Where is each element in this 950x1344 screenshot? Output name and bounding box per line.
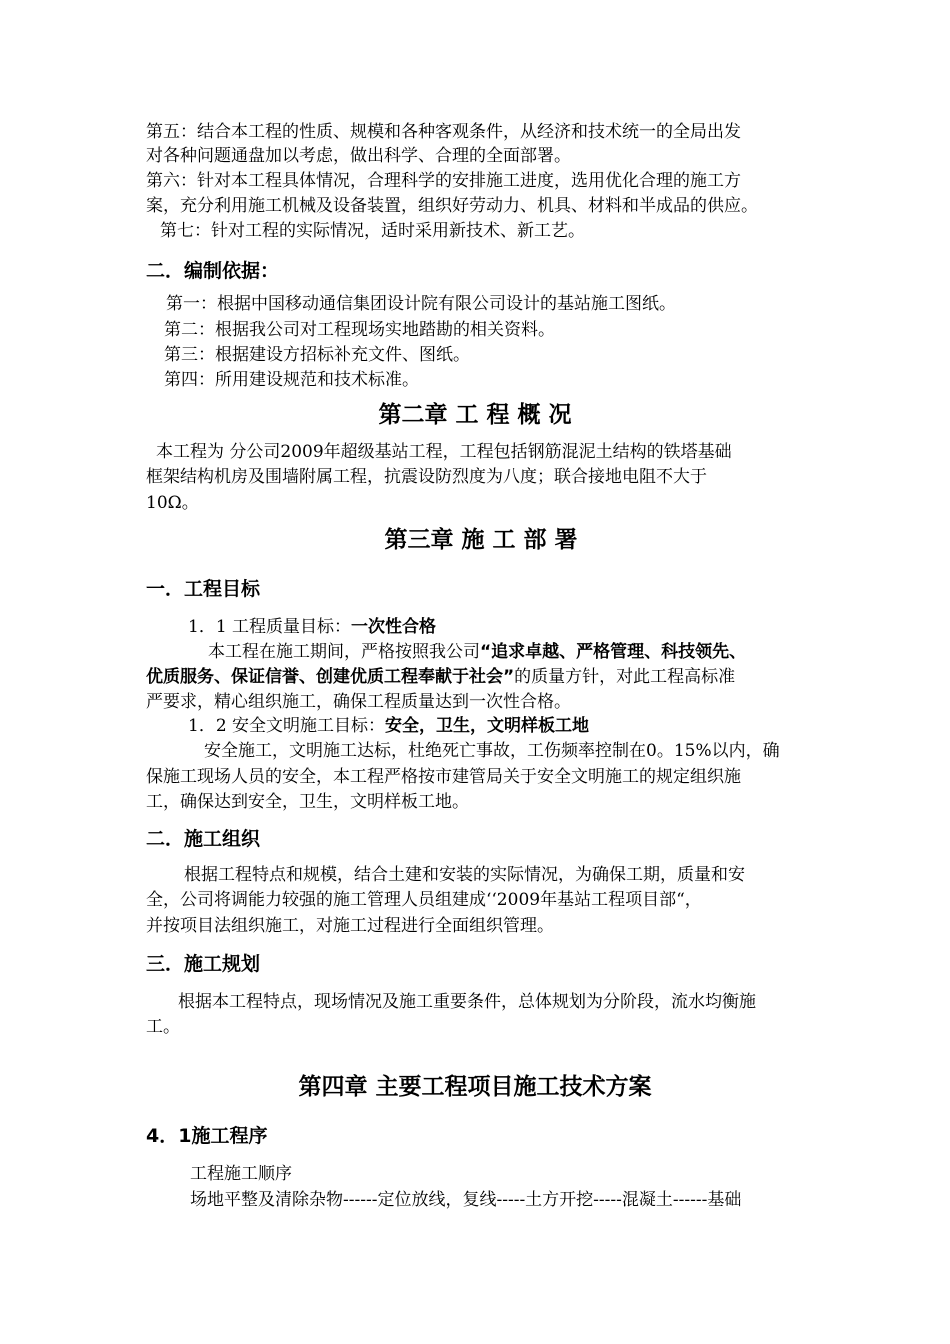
intro-item-6-line-2: 案，充分利用施工机械及设备装置，组织好劳动力、机具、材料和半成品的供应。: [146, 196, 758, 216]
safety-goal-label: 1．2 安全文明施工目标：: [188, 716, 386, 736]
basis-item-2: 第二：根据我公司对工程现场实地踏勘的相关资料。: [164, 320, 555, 340]
chapter-4-title: 第四章 主要工程项目施工技术方案: [298, 1073, 652, 1100]
organization-line-3: 并按项目法组织施工，对施工过程进行全面组织管理。: [146, 916, 554, 936]
chapter-2-title: 第二章 工 程 概 况: [378, 401, 572, 428]
quality-policy-text: 本工程在施工期间，严格按照我公司: [208, 642, 480, 662]
planning-line-1: 根据本工程特点，现场情况及施工重要条件，总体规划为分阶段，流水均衡施: [178, 992, 756, 1012]
quality-policy-text-cont: 的质量方针，对此工程高标准: [514, 667, 736, 687]
sequence-subheading: 工程施工顺序: [190, 1164, 292, 1184]
sequence-line: 场地平整及清除杂物------定位放线，复线-----土方开挖-----混凝土------基础: [190, 1190, 742, 1210]
safety-text-line-3: 工，确保达到安全，卫生，文明样板工地。: [146, 792, 469, 812]
quality-goal-line: [188, 615, 436, 639]
safety-goal-line: [188, 714, 589, 738]
quality-policy-line-2: [146, 665, 735, 689]
intro-item-5-line-2: 对各种问题通盘加以考虑，做出科学、合理的全面部署。: [146, 146, 571, 166]
basis-item-3: 第三：根据建设方招标补充文件、图纸。: [164, 345, 470, 365]
intro-item-6-line-1: 第六：针对本工程具体情况，合理科学的安排施工进度，选用优化合理的施工方: [146, 171, 741, 191]
quality-goal-value: 一次性合格: [351, 617, 437, 637]
basis-heading: 二．编制依据：: [146, 260, 280, 282]
organization-heading: 二．施工组织: [146, 828, 261, 850]
planning-heading: 三．施工规划: [146, 953, 261, 975]
quality-policy-line-1: [208, 640, 746, 664]
planning-line-2: 工。: [146, 1017, 180, 1037]
quality-policy-motto: “追求卓越、严格管理、科技领先、: [480, 642, 747, 662]
intro-item-5-line-1: 第五：结合本工程的性质、规模和各种客观条件，从经济和技术统一的全局出发: [146, 122, 741, 142]
basis-item-1: 第一：根据中国移动通信集团设计院有限公司设计的基站施工图纸。: [166, 294, 676, 314]
intro-item-7: 第七：针对工程的实际情况，适时采用新技术、新工艺。: [160, 221, 585, 241]
organization-line-2: 全，公司将调能力较强的施工管理人员组建成‘‘2009年基站工程项目部“，: [146, 890, 702, 910]
quality-policy-line-3: 严要求，精心组织施工，确保工程质量达到一次性合格。: [146, 692, 571, 712]
quality-goal-label: 1．1 工程质量目标：: [188, 617, 352, 637]
safety-goal-value: 安全，卫生，文明样板工地: [385, 716, 590, 736]
section-4-1-heading: 4．1施工程序: [146, 1125, 268, 1147]
chapter-2-line-2: 框架结构机房及围墙附属工程，抗震设防烈度为八度；联合接地电阻不大于: [146, 467, 707, 487]
basis-item-4: 第四：所用建设规范和技术标准。: [164, 370, 419, 390]
chapter-2-line-3: 10Ω。: [146, 493, 199, 513]
organization-line-1: 根据工程特点和规模，结合土建和安装的实际情况，为确保工期，质量和安: [184, 865, 745, 885]
quality-policy-motto-cont: 优质服务、保证信誉、创建优质工程奉献于社会”: [146, 667, 515, 687]
safety-text-line-1: 安全施工，文明施工达标，杜绝死亡事故，工伤频率控制在0。15%以内，确: [204, 741, 780, 761]
chapter-3-title: 第三章 施 工 部 署: [384, 526, 578, 553]
goal-heading: 一．工程目标: [146, 578, 261, 600]
chapter-2-line-1: 本工程为 分公司2009年超级基站工程，工程包括钢筋混泥土结构的铁塔基础: [156, 442, 732, 462]
safety-text-line-2: 保施工现场人员的安全，本工程严格按市建管局关于安全文明施工的规定组织施: [146, 767, 741, 787]
